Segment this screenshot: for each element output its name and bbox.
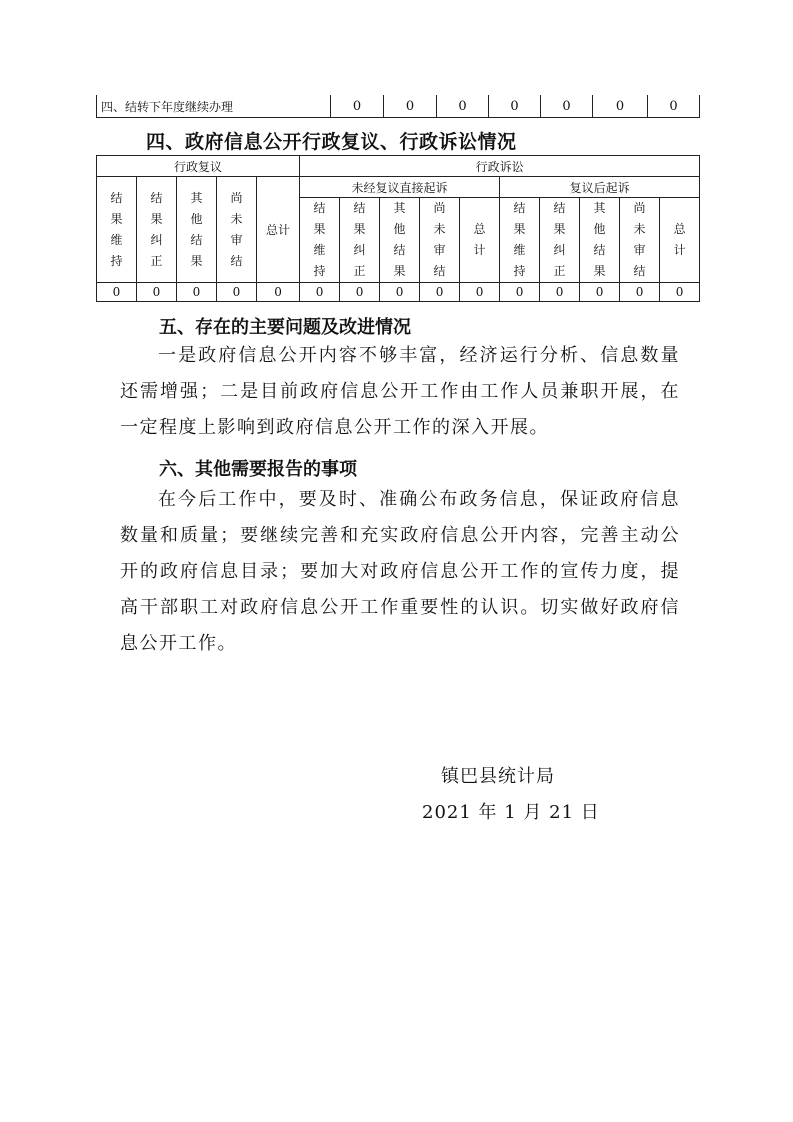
table-row — [97, 95, 700, 118]
section-title: 四、政府信息公开行政复议、行政诉讼情况 — [146, 131, 517, 153]
table-row — [97, 177, 700, 198]
col-total: 总 计 — [460, 198, 500, 283]
cell: 0 — [500, 283, 540, 302]
cell: 0 — [331, 95, 384, 118]
cell: 0 — [340, 283, 380, 302]
cell: 0 — [489, 95, 541, 118]
after-review-header: 复议后起诉 — [500, 177, 700, 198]
col-other: 其 他 结 果 — [580, 198, 620, 283]
cell: 0 — [217, 283, 257, 302]
section-paragraph: 一是政府信息公开内容不够丰富，经济运行分析、信息数量还需增强；二是目前政府信息公开工作由工作人员兼职开展，在一定程度上影响到政府信息公开工作的深入开展。 — [120, 345, 680, 438]
col-pending: 尚 未 审 结 — [420, 198, 460, 283]
cell: 0 — [137, 283, 177, 302]
cell: 0 — [660, 283, 700, 302]
col-upheld: 结 果 维 持 — [97, 177, 137, 283]
signature-date: 2021 年 1 月 21 日 — [422, 802, 600, 823]
cell: 0 — [300, 283, 340, 302]
col-pending: 尚 未 审 结 — [620, 198, 660, 283]
cell: 0 — [648, 95, 700, 118]
col-upheld: 结 果 维 持 — [500, 198, 540, 283]
cell: 0 — [540, 283, 580, 302]
direct-header: 未经复议直接起诉 — [300, 177, 500, 198]
review-header: 行政复议 — [97, 156, 300, 177]
col-corrected: 结 果 纠 正 — [540, 198, 580, 283]
table-row — [97, 283, 700, 302]
cell: 0 — [620, 283, 660, 302]
section-paragraph: 在今后工作中，要及时、准确公布政务信息，保证政府信息数量和质量；要继续完善和充实政府信息公开内容，完善主动公开的政府信息目录；要加大对政府信息公开工作的宣传力度，提高干部职工对政府信息公开工作重要性的认识。切实做好政府信息公开工作。 — [120, 489, 680, 654]
table-row — [97, 156, 700, 177]
col-corrected: 结 果 纠 正 — [340, 198, 380, 283]
col-other: 其 他 结 果 — [380, 198, 420, 283]
cell: 0 — [177, 283, 217, 302]
review-litigation-table — [96, 155, 700, 302]
cell: 0 — [420, 283, 460, 302]
col-other: 其 他 结 果 — [177, 177, 217, 283]
cell: 0 — [257, 283, 300, 302]
cell: 0 — [460, 283, 500, 302]
col-upheld: 结 果 维 持 — [300, 198, 340, 283]
cell: 0 — [380, 283, 420, 302]
cell: 0 — [593, 95, 648, 118]
cell: 0 — [437, 95, 489, 118]
section-heading: 六、其他需要报告的事项 — [159, 459, 357, 480]
row-label: 四、结转下年度继续办理 — [97, 95, 331, 118]
cell: 0 — [384, 95, 437, 118]
signature-org: 镇巴县统计局 — [441, 766, 555, 787]
litigation-header: 行政诉讼 — [300, 156, 700, 177]
col-pending: 尚 未 审 结 — [217, 177, 257, 283]
carry-over-table — [96, 95, 700, 118]
col-corrected: 结 果 纠 正 — [137, 177, 177, 283]
col-total: 总 计 — [660, 198, 700, 283]
cell: 0 — [97, 283, 137, 302]
section-heading: 五、存在的主要问题及改进情况 — [159, 317, 411, 338]
cell: 0 — [580, 283, 620, 302]
col-total: 总计 — [257, 177, 300, 283]
cell: 0 — [541, 95, 593, 118]
